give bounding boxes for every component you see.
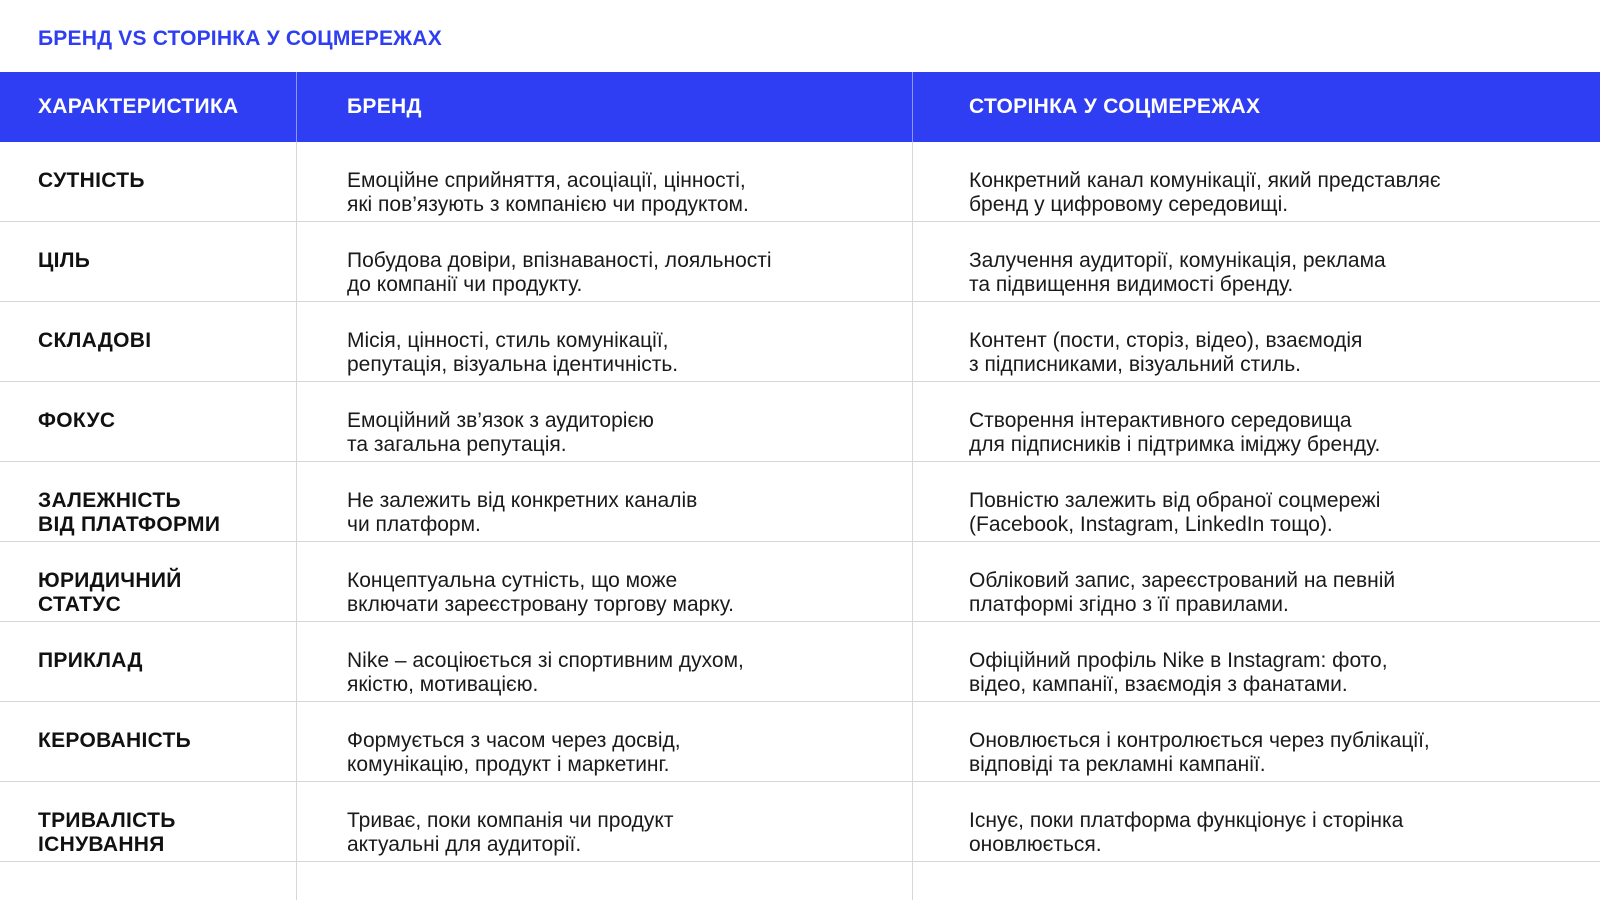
table-row — [0, 622, 1600, 702]
header-column-divider — [912, 72, 913, 142]
row-page-cell: Офіційний профіль Nike в Instagram: фото, відео, кампанії, взаємодія з фанатами. — [969, 649, 1388, 696]
row-page-cell: Оновлюється і контролюється через публікації, відповіді та рекламні кампанії. — [969, 729, 1430, 776]
row-brand-cell: Nike – асоціюється зі спортивним духом, якістю, мотивацією. — [347, 649, 744, 696]
table-header-row — [0, 72, 1600, 142]
row-characteristic: СУТНІСТЬ — [38, 169, 145, 192]
row-brand-cell: Емоційний зв’язок з аудиторією та загальна репутація. — [347, 409, 654, 456]
header-characteristic: ХАРАКТЕРИСТИКА — [38, 95, 239, 118]
page-title: БРЕНД VS СТОРІНКА У СОЦМЕРЕЖАХ — [38, 27, 442, 50]
row-page-cell: Існує, поки платформа функціонує і сторінка оновлюється. — [969, 809, 1404, 856]
row-brand-cell: Емоційне сприйняття, асоціації, цінності, які пов’язують з компанією чи продуктом. — [347, 169, 749, 216]
row-characteristic: СКЛАДОВІ — [38, 329, 152, 352]
row-brand-cell: Місія, цінності, стиль комунікації, репутація, візуальна ідентичність. — [347, 329, 679, 376]
table-row — [0, 382, 1600, 462]
row-page-cell: Повністю залежить від обраної соцмережі (Facebook, Instagram, LinkedIn тощо). — [969, 489, 1381, 536]
row-page-cell: Залучення аудиторії, комунікація, реклама та підвищення видимості бренду. — [969, 249, 1386, 296]
row-brand-cell: Формується з часом через досвід, комунікацію, продукт і маркетинг. — [347, 729, 681, 776]
table-row — [0, 222, 1600, 302]
table-row — [0, 542, 1600, 622]
row-characteristic: ФОКУС — [38, 409, 116, 432]
row-page-cell: Контент (пости, сторіз, відео), взаємодія з підписниками, візуальний стиль. — [969, 329, 1363, 376]
header-brand: БРЕНД — [347, 95, 422, 118]
table-row — [0, 782, 1600, 862]
header-social-page: СТОРІНКА У СОЦМЕРЕЖАХ — [969, 95, 1261, 118]
table-row — [0, 702, 1600, 782]
row-characteristic: ЦІЛЬ — [38, 249, 91, 272]
comparison-table — [0, 72, 1600, 900]
row-page-cell: Створення інтерактивного середовища для підписників і підтримка іміджу бренду. — [969, 409, 1381, 456]
row-characteristic: ЮРИДИЧНИЙ СТАТУС — [38, 569, 182, 616]
row-brand-cell: Не залежить від конкретних каналів чи платформ. — [347, 489, 698, 536]
row-characteristic: ТРИВАЛІСТЬ ІСНУВАННЯ — [38, 809, 176, 856]
column-divider — [912, 72, 913, 900]
row-characteristic: ЗАЛЕЖНІСТЬ ВІД ПЛАТФОРМИ — [38, 489, 221, 536]
row-brand-cell: Концептуальна сутність, що може включати зареєстровану торгову марку. — [347, 569, 734, 616]
header-column-divider — [296, 72, 297, 142]
table-row — [0, 462, 1600, 542]
row-characteristic: ПРИКЛАД — [38, 649, 143, 672]
row-brand-cell: Триває, поки компанія чи продукт актуальні для аудиторії. — [347, 809, 674, 856]
row-characteristic: КЕРОВАНІСТЬ — [38, 729, 192, 752]
column-divider — [296, 72, 297, 900]
row-page-cell: Конкретний канал комунікації, який представляє бренд у цифровому середовищі. — [969, 169, 1441, 216]
row-brand-cell: Побудова довіри, впізнаваності, лояльності до компанії чи продукту. — [347, 249, 772, 296]
table-row — [0, 302, 1600, 382]
row-page-cell: Обліковий запис, зареєстрований на певній платформі згідно з її правилами. — [969, 569, 1396, 616]
table-row — [0, 142, 1600, 222]
